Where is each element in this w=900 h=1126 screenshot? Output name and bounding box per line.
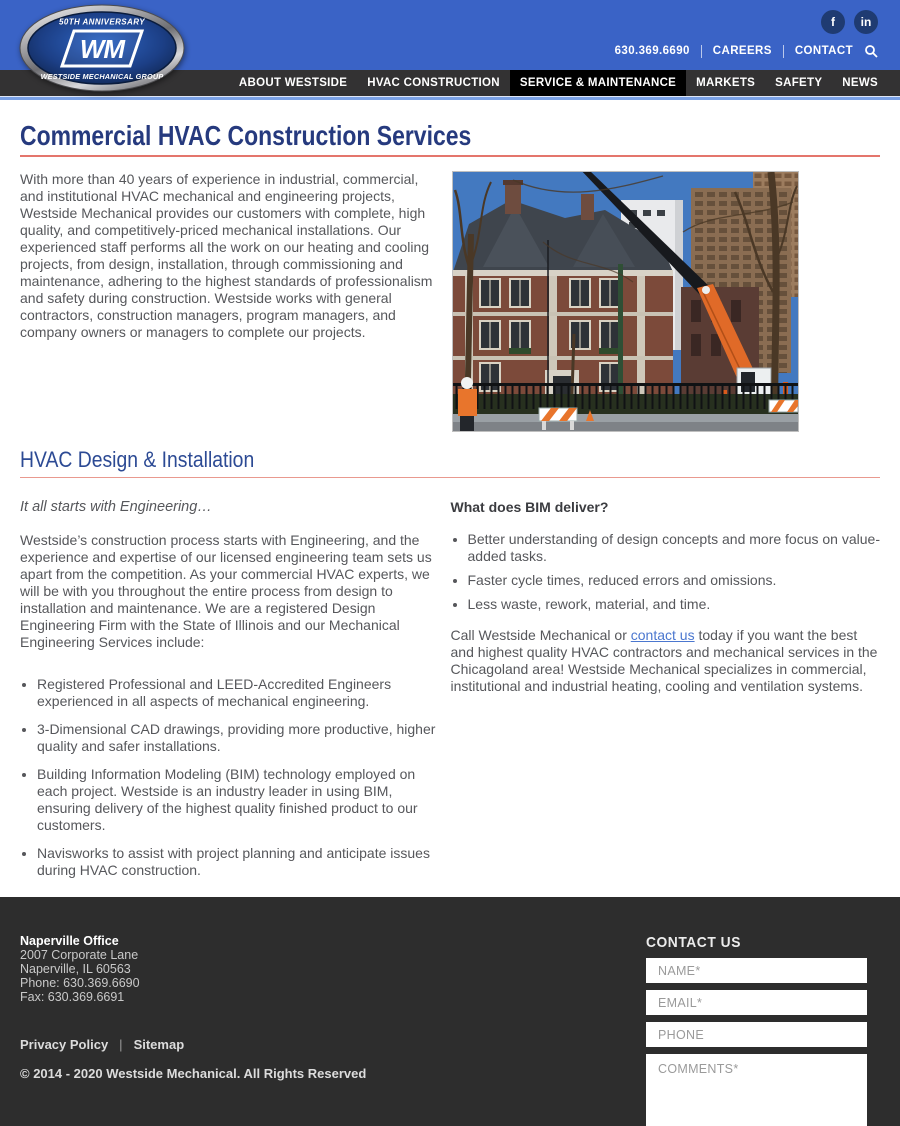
photo-street (453, 422, 798, 431)
list-item: • Better understanding of design concepts and more focus on value-added tasks. (468, 531, 881, 565)
divider (783, 45, 784, 58)
site-footer (0, 897, 900, 1126)
list-item: • 3-Dimensional CAD drawings, providing more productive, higher quality and safer installations. (37, 721, 438, 755)
linkedin-icon[interactable]: in (854, 10, 878, 34)
title-rule (20, 155, 880, 157)
list-item: • Faster cycle times, reduced errors and omissions. (468, 572, 881, 589)
name-field[interactable] (646, 958, 867, 983)
bim-benefits-list (451, 531, 881, 613)
office-info (20, 934, 366, 1004)
office-title: Naperville Office (20, 934, 119, 948)
contact-form-title: CONTACT US (646, 934, 741, 951)
divider (701, 45, 702, 58)
facebook-icon[interactable]: f (821, 10, 845, 34)
section-title: HVAC Design & Installation (20, 447, 255, 472)
svg-text:WM: WM (79, 34, 125, 64)
header-phone[interactable]: 630.369.6690 (614, 45, 690, 57)
comments-field[interactable] (646, 1054, 867, 1126)
list-item: • Less waste, rework, material, and time. (468, 596, 881, 613)
logo-monogram (62, 31, 142, 66)
contact-link[interactable]: CONTACT (794, 45, 853, 57)
list-item: • Navisworks to assist with project planning and anticipate issues during HVAC construction. (37, 845, 438, 879)
engineering-services-list (20, 676, 438, 879)
construction-photo (452, 171, 799, 432)
list-item: • Registered Professional and LEED-Accredited Engineers experienced in all aspects of mechanical engineering. (37, 676, 438, 710)
privacy-policy-link[interactable]: Privacy Policy (20, 1037, 109, 1052)
logo-bottom-text: WESTSIDE MECHANICAL GROUP (40, 72, 164, 81)
closing-paragraph: Call Westside Mechanical or contact us today if you want the best and highest quality HVAC contractors and mechanical services in the Chicagoland area! Westside Mechanical specializes in commercial, institutional and industrial heating, cooling and ventilation systems. (450, 627, 878, 694)
photo-fence (453, 383, 798, 409)
office-address-line1: 2007 Corporate Lane (20, 948, 139, 962)
footer-left (20, 934, 366, 1126)
office-address-line2: Naperville, IL 60563 (20, 962, 131, 976)
footer-link-separator: | (119, 1037, 123, 1052)
nav-service-maintenance[interactable]: SERVICE & MAINTENANCE (510, 70, 686, 96)
nav-news[interactable]: NEWS (842, 77, 878, 89)
intro-paragraph: With more than 40 years of experience in industrial, commercial, and institutional HVAC mechanical and engineering projects, Westside Mechanical provides our customers with complete, high quality, and competitively-priced mechanical installations. Our experienced staff performs all the work on our heating and cooling projects, from design, installation, through commissioning and maintenance, adhering to the highest standards of professionalism and safety during construction. Westside works with general contractors, construction managers, program managers, and company owners or managers to complete our projects. (20, 171, 433, 340)
nav-about-westside[interactable]: ABOUT WESTSIDE (238, 77, 348, 89)
main-content (20, 100, 880, 897)
section-rule (20, 477, 880, 478)
social-links (615, 10, 878, 34)
sitemap-link[interactable]: Sitemap (133, 1037, 185, 1052)
photo-sidewalk (453, 414, 798, 422)
photo-barricade-right (769, 400, 798, 412)
copyright-text: © 2014 - 2020 Westside Mechanical. All Rights Reserved (20, 1066, 367, 1081)
engineering-paragraph: Westside’s construction process starts with Engineering, and the experience and expertise of our licensed engineering team sets us apart from the competition. As your commercial HVAC experts, we will be with you throughout the entire process from design to installation and maintenance. We are a registered Design Engineering Firm with the State of Illinois and our Mechanical Engineering Services include: (20, 532, 432, 650)
company-logo[interactable] (18, 4, 186, 92)
email-field[interactable] (646, 990, 867, 1015)
list-item: • Building Information Modeling (BIM) technology employed on each project. Westside is an industry leader in using BIM, ensuring delivery of the highest quality finished product to our customers. (37, 766, 438, 834)
nav-safety[interactable]: SAFETY (775, 77, 823, 89)
contact-form (646, 934, 880, 1126)
logo-top-text: 50TH ANNIVERSARY (59, 17, 145, 27)
office-fax: Fax: 630.369.6691 (20, 990, 125, 1004)
office-phone: Phone: 630.369.6690 (20, 976, 140, 990)
nav-markets[interactable]: MARKETS (696, 77, 756, 89)
engineering-lede: It all starts with Engineering… (20, 499, 212, 515)
header-utility-area (615, 10, 878, 58)
bim-heading: What does BIM deliver? (450, 499, 609, 515)
search-icon[interactable] (864, 44, 878, 58)
contact-us-link[interactable]: contact us (630, 627, 695, 643)
phone-field[interactable] (646, 1022, 867, 1047)
page-title: Commercial HVAC Construction Services (20, 120, 472, 151)
site-header (0, 0, 900, 81)
nav-hvac-construction[interactable]: HVAC CONSTRUCTION (367, 77, 500, 89)
careers-link[interactable]: CAREERS (712, 45, 772, 57)
